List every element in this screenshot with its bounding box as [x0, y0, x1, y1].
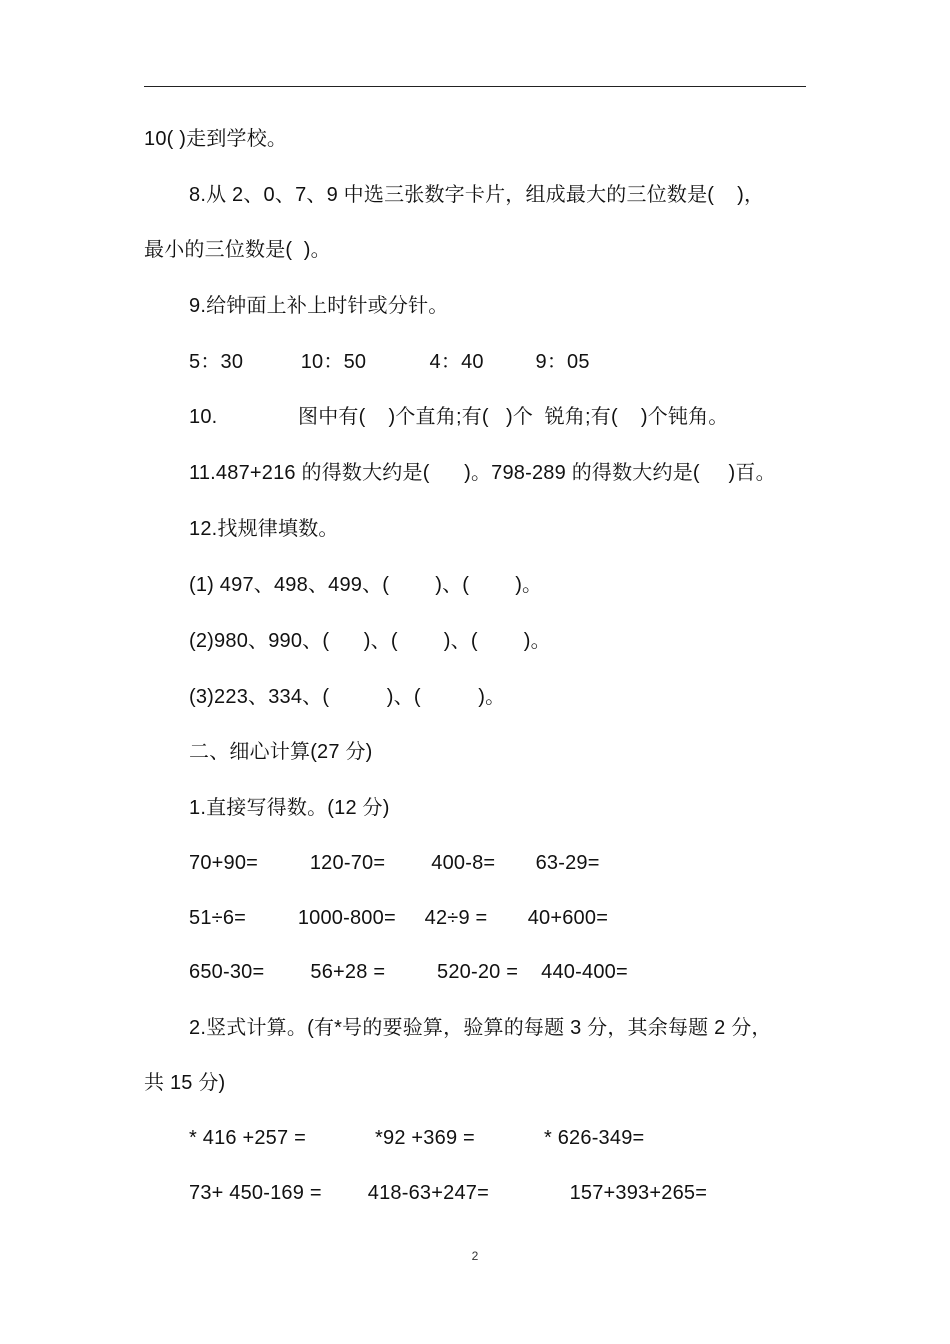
- pattern-1: (1) 497、498、499、( )、( )。: [189, 574, 543, 596]
- page-number: 2: [471, 1249, 479, 1263]
- pattern-2: (2)980、990、( )、( )、( )。: [189, 630, 551, 652]
- question-12: 12.找规律填数。: [189, 518, 339, 540]
- calc-row-2: 51÷6= 1000-800= 42÷9 = 40+600=: [189, 907, 609, 929]
- calc-row-3: 650-30= 56+28 = 520-20 = 440-400=: [189, 961, 628, 983]
- header-rule: [144, 86, 806, 87]
- vertical-calc-row-1: * 416 +257 = *92 +369 = * 626-349=: [189, 1127, 645, 1149]
- question-8: 8.从 2、0、7、9 中选三张数字卡片，组成最大的三位数是( )，: [189, 184, 765, 206]
- vertical-calc-row-2: 73+ 450-169 = 418-63+247= 157+393+265=: [189, 1182, 708, 1204]
- subsection-1: 1.直接写得数。(12 分): [189, 797, 390, 819]
- question-11: 11.487+216 的得数大约是( )。798-289 的得数大约是( )百。: [189, 462, 776, 484]
- question-10: 10. 图中有( )个直角;有( )个 锐角;有( )个钝角。: [189, 406, 729, 428]
- question-9: 9.给钟面上补上时针或分针。: [189, 295, 449, 317]
- calc-row-1: 70+90= 120-70= 400-8= 63-29=: [189, 852, 600, 874]
- text-line-1: 10( )走到学校。: [144, 128, 288, 150]
- subsection-2-cont: 共 15 分): [144, 1072, 226, 1094]
- section-2-heading: 二、细心计算(27 分): [189, 741, 373, 763]
- subsection-2: 2.竖式计算。(有*号的要验算，验算的每题 3 分，其余每题 2 分，: [189, 1017, 772, 1039]
- question-8-cont: 最小的三位数是( )。: [144, 239, 331, 261]
- clock-times: 5：30 10：50 4：40 9：05: [189, 351, 590, 373]
- pattern-3: (3)223、334、( )、( )。: [189, 686, 506, 708]
